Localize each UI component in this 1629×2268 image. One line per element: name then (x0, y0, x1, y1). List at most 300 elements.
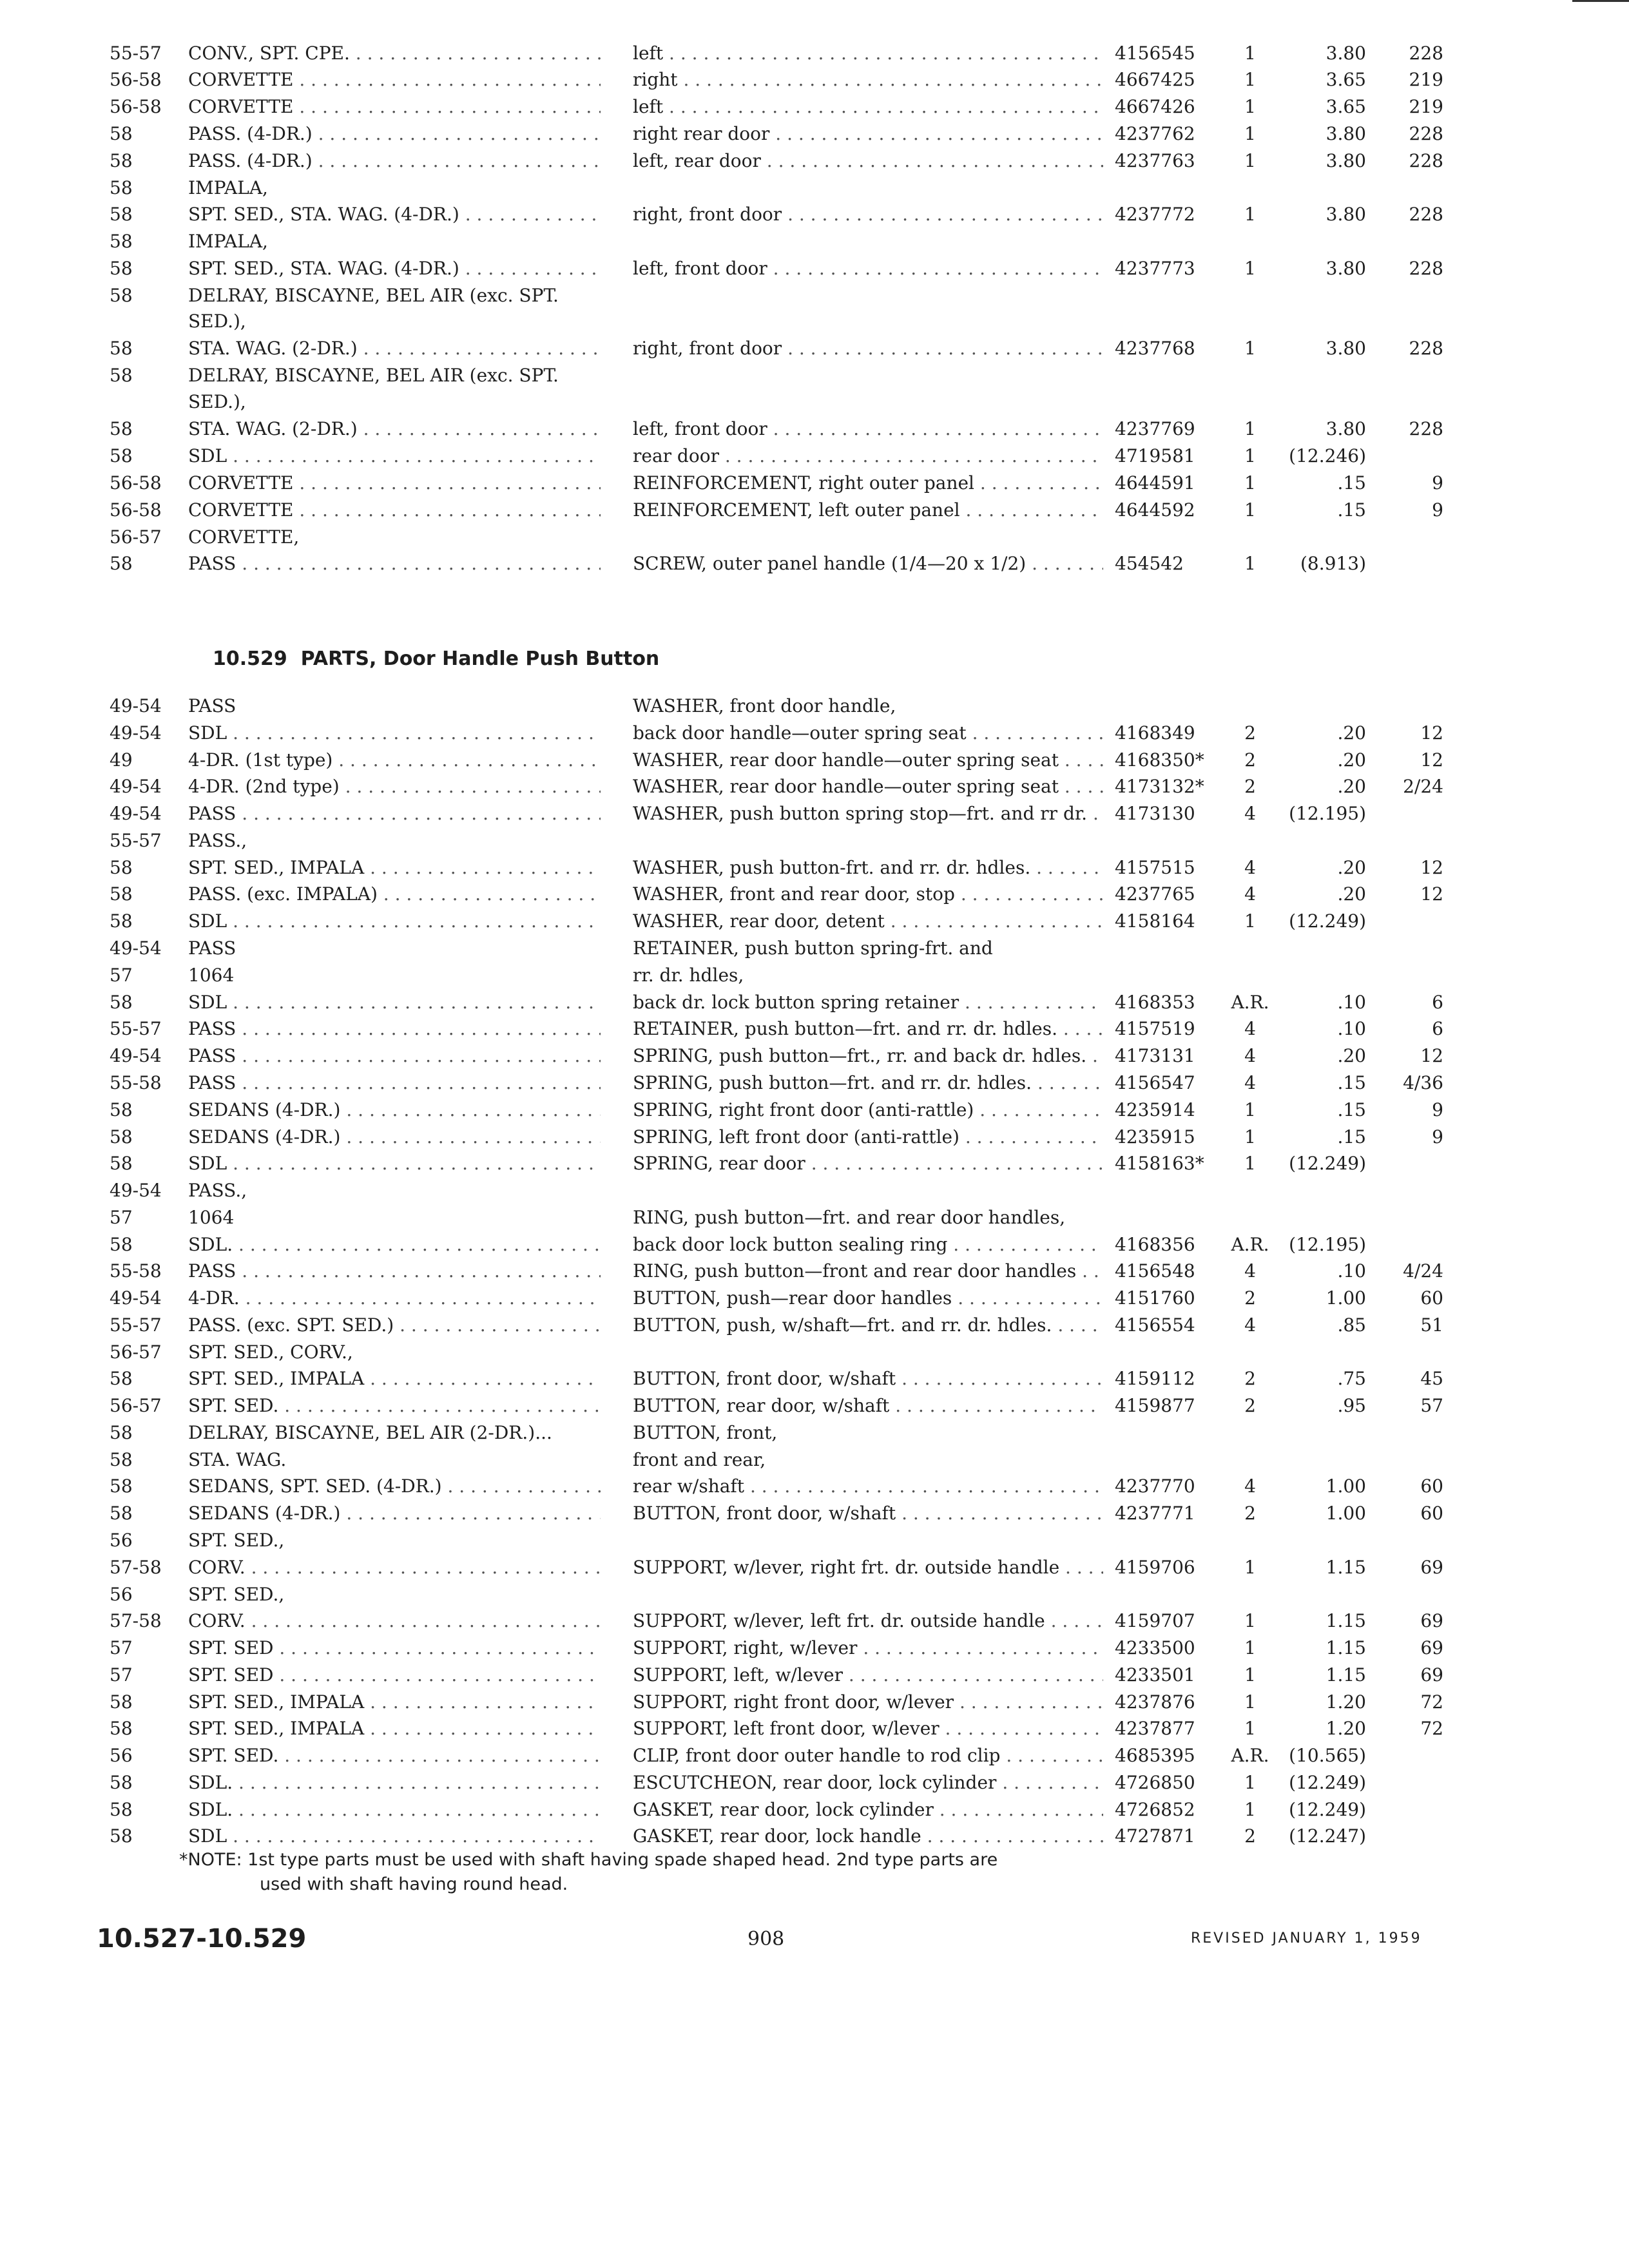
description-cell: left . . . (633, 42, 1103, 65)
part-number-cell: 4151760 (1115, 1287, 1195, 1309)
price-cell: 3.80 (1325, 43, 1366, 64)
price-cell: .95 (1337, 1395, 1366, 1416)
part-number-cell: 4237772 (1115, 204, 1195, 225)
model-cell: SDL. . . . (188, 1798, 601, 1821)
table-row (0, 1072, 1629, 1102)
quantity-cell: A.R. (1231, 1745, 1269, 1766)
description-cell: RETAINER, push button—frt. and rr. dr. hdles. . . . (633, 1017, 1103, 1041)
quantity-cell: 1 (1244, 418, 1256, 439)
model-cell: SDL . . . (188, 445, 601, 468)
description-cell: left, front door . . . (633, 257, 1103, 280)
model-cell: PASS., (188, 830, 247, 851)
price-cell: 1.20 (1325, 1718, 1366, 1739)
group-cell: 12 (1420, 1045, 1443, 1066)
description-cell: WASHER, push button-frt. and rr. dr. hdles. . . . (633, 856, 1103, 879)
year-cell: 56-57 (110, 1341, 162, 1363)
quantity-cell: 1 (1244, 445, 1256, 466)
price-cell: 1.00 (1325, 1287, 1366, 1309)
price-cell: 1.00 (1325, 1475, 1366, 1497)
year-cell: 55-57 (110, 830, 162, 851)
year-cell: 56-57 (110, 526, 162, 548)
group-cell: 9 (1432, 1126, 1443, 1148)
model-cell: SEDANS (4-DR.) . . . (188, 1099, 601, 1122)
group-cell: 60 (1420, 1475, 1443, 1497)
table-row (0, 722, 1629, 753)
description-cell: rear door . . . (633, 445, 1103, 468)
model-cell: 1064 (188, 965, 235, 986)
model-cell: SDL . . . (188, 1152, 601, 1175)
year-cell: 49-54 (110, 1287, 162, 1309)
part-number-cell: 4237877 (1115, 1718, 1195, 1739)
group-cell: 12 (1420, 722, 1443, 744)
group-cell: 228 (1409, 418, 1443, 439)
model-cell: SPT. SED., STA. WAG. (4-DR.) . . . (188, 257, 601, 280)
model-cell: SDL . . . (188, 1825, 601, 1848)
group-cell: 12 (1420, 883, 1443, 905)
group-cell: 12 (1420, 857, 1443, 878)
group-cell: 219 (1409, 69, 1443, 90)
group-cell: 4/36 (1403, 1072, 1443, 1093)
year-cell: 58 (110, 1718, 133, 1739)
model-cell: SPT. SED., STA. WAG. (4-DR.) . . . (188, 203, 601, 226)
model-cell: SEDANS, SPT. SED. (4-DR.) . . . (188, 1475, 601, 1498)
quantity-cell: 1 (1244, 499, 1256, 521)
description-cell: WASHER, push button spring stop—frt. and rr dr. . . . (633, 802, 1103, 825)
price-cell: .20 (1337, 722, 1366, 744)
description-cell: SPRING, rear door . . . (633, 1152, 1103, 1175)
table-row (0, 937, 1629, 968)
part-number-cell: 4159706 (1115, 1557, 1195, 1578)
year-cell: 58 (110, 445, 133, 466)
part-number-cell: 4173132* (1115, 776, 1204, 797)
group-cell: 228 (1409, 150, 1443, 171)
model-cell: SED.), (188, 311, 246, 332)
quantity-cell: 1 (1244, 1772, 1256, 1793)
group-cell: 60 (1420, 1503, 1443, 1524)
price-cell: (12.249) (1289, 1799, 1366, 1820)
group-cell: 6 (1432, 992, 1443, 1013)
year-cell: 56 (110, 1745, 133, 1766)
description-cell: back door lock button sealing ring . . . (633, 1233, 1103, 1256)
group-cell: 51 (1420, 1314, 1443, 1336)
quantity-cell: 1 (1244, 150, 1256, 171)
table-row (0, 122, 1629, 153)
model-cell: DELRAY, BISCAYNE, BEL AIR (exc. SPT. (188, 365, 559, 386)
quantity-cell: 2 (1244, 722, 1256, 744)
price-cell: (10.565) (1289, 1745, 1366, 1766)
quantity-cell: 1 (1244, 1610, 1256, 1631)
price-cell: 3.80 (1325, 123, 1366, 144)
quantity-cell: 4 (1244, 1314, 1256, 1336)
group-cell: 219 (1409, 96, 1443, 117)
table-row (0, 775, 1629, 806)
model-cell: CORV. . . . (188, 1556, 601, 1579)
table-row (0, 1637, 1629, 1667)
part-number-cell: 4156547 (1115, 1072, 1195, 1093)
model-cell: PASS. (4-DR.) . . . (188, 149, 601, 173)
group-cell: 12 (1420, 749, 1443, 771)
description-cell: SCREW, outer panel handle (1/4—20 x 1/2) . . . (633, 552, 1103, 575)
table-row (0, 68, 1629, 99)
table-row (0, 230, 1629, 261)
model-cell: CORVETTE . . . (188, 95, 601, 119)
top-edge-rule (1572, 0, 1629, 2)
group-cell: 4/24 (1403, 1260, 1443, 1282)
year-cell: 58 (110, 177, 133, 198)
year-cell: 57 (110, 1637, 133, 1658)
group-cell: 228 (1409, 204, 1443, 225)
description-cell: SPRING, right front door (anti-rattle) . . . (633, 1099, 1103, 1122)
price-cell: (8.913) (1300, 553, 1366, 574)
description-cell: back door handle—outer spring seat . . . (633, 722, 1103, 745)
description-cell: left, rear door . . . (633, 149, 1103, 173)
model-cell: STA. WAG. (2-DR.) . . . (188, 418, 601, 441)
price-cell: 3.65 (1325, 96, 1366, 117)
year-cell: 55-57 (110, 1314, 162, 1336)
description-cell: REINFORCEMENT, left outer panel . . . (633, 499, 1103, 522)
year-cell: 58 (110, 992, 133, 1013)
table-row (0, 1179, 1629, 1210)
price-cell: 3.80 (1325, 150, 1366, 171)
price-cell: 1.15 (1325, 1557, 1366, 1578)
group-cell: 228 (1409, 258, 1443, 279)
quantity-cell: 1 (1244, 123, 1256, 144)
price-cell: .15 (1337, 499, 1366, 521)
year-cell: 58 (110, 418, 133, 439)
description-cell: GASKET, rear door, lock handle . . . (633, 1825, 1103, 1848)
quantity-cell: 2 (1244, 749, 1256, 771)
price-cell: 1.20 (1325, 1691, 1366, 1713)
group-cell: 69 (1420, 1610, 1443, 1631)
part-number-cell: 4168349 (1115, 722, 1195, 744)
year-cell: 55-57 (110, 43, 162, 64)
year-cell: 58 (110, 1234, 133, 1255)
part-number-cell: 4237763 (1115, 150, 1195, 171)
table-row (0, 695, 1629, 726)
table-row (0, 829, 1629, 860)
model-cell: CONV., SPT. CPE. . . . (188, 42, 601, 65)
table-row (0, 1314, 1629, 1345)
year-cell: 56-58 (110, 499, 162, 521)
year-cell: 58 (110, 1475, 133, 1497)
description-cell: RING, push button—front and rear door handles . . . (633, 1260, 1103, 1283)
footer-revised-date: REVISED JANUARY 1, 1959 (1191, 1930, 1422, 1946)
part-number-cell: 4157519 (1115, 1018, 1195, 1039)
part-number-cell: 4719581 (1115, 445, 1195, 466)
year-cell: 49-54 (110, 695, 162, 716)
description-cell: RING, push button—frt. and rear door handles, (633, 1207, 1066, 1228)
quantity-cell: 1 (1244, 1153, 1256, 1174)
model-cell: STA. WAG. (188, 1449, 287, 1470)
table-row (0, 95, 1629, 126)
year-cell: 57-58 (110, 1557, 162, 1578)
price-cell: .15 (1337, 1126, 1366, 1148)
description-cell: right, front door . . . (633, 203, 1103, 226)
quantity-cell: 1 (1244, 1718, 1256, 1739)
quantity-cell: 2 (1244, 1395, 1256, 1416)
table-row (0, 1475, 1629, 1506)
group-cell: 9 (1432, 1099, 1443, 1120)
year-cell: 58 (110, 883, 133, 905)
table-row (0, 1556, 1629, 1587)
table-row (0, 1394, 1629, 1425)
part-number-cell: 4168353 (1115, 992, 1195, 1013)
price-cell: 1.15 (1325, 1664, 1366, 1686)
model-cell: PASS . . . (188, 1044, 601, 1068)
table-row (0, 1287, 1629, 1318)
year-cell: 58 (110, 231, 133, 252)
model-cell: SPT. SED. . . . (188, 1744, 601, 1767)
description-cell: SUPPORT, w/lever, left frt. dr. outside handle . . . (633, 1610, 1103, 1633)
group-cell: 72 (1420, 1718, 1443, 1739)
footnote-line-2: used with shaft having round head. (260, 1874, 568, 1894)
price-cell: .20 (1337, 883, 1366, 905)
table-row (0, 337, 1629, 368)
year-cell: 58 (110, 1422, 133, 1443)
description-cell: CLIP, front door outer handle to rod clip . . . (633, 1744, 1103, 1767)
quantity-cell: 1 (1244, 204, 1256, 225)
part-number-cell: 4156545 (1115, 43, 1195, 64)
model-cell: DELRAY, BISCAYNE, BEL AIR (exc. SPT. (188, 285, 559, 306)
quantity-cell: 1 (1244, 472, 1256, 494)
description-cell: rr. dr. hdles, (633, 965, 744, 986)
table-row (0, 1502, 1629, 1533)
year-cell: 58 (110, 1153, 133, 1174)
table-row (0, 1664, 1629, 1695)
description-cell: SUPPORT, right, w/lever . . . (633, 1637, 1103, 1660)
price-cell: .10 (1337, 992, 1366, 1013)
group-cell: 45 (1420, 1368, 1443, 1389)
price-cell: 3.65 (1325, 69, 1366, 90)
description-cell: BUTTON, front door, w/shaft . . . (633, 1502, 1103, 1525)
part-number-cell: 4727871 (1115, 1825, 1195, 1847)
year-cell: 58 (110, 204, 133, 225)
price-cell: .85 (1337, 1314, 1366, 1336)
group-cell: 228 (1409, 123, 1443, 144)
quantity-cell: 1 (1244, 1691, 1256, 1713)
part-number-cell: 454542 (1115, 553, 1184, 574)
price-cell: (12.249) (1289, 910, 1366, 932)
model-cell: SDL . . . (188, 991, 601, 1014)
group-cell: 9 (1432, 499, 1443, 521)
quantity-cell: 2 (1244, 1287, 1256, 1309)
description-cell: GASKET, rear door, lock cylinder . . . (633, 1798, 1103, 1821)
part-number-cell: 4644592 (1115, 499, 1195, 521)
group-cell: 9 (1432, 472, 1443, 494)
year-cell: 58 (110, 365, 133, 386)
part-number-cell: 4667426 (1115, 96, 1195, 117)
year-cell: 49-54 (110, 722, 162, 744)
part-number-cell: 4237876 (1115, 1691, 1195, 1713)
part-number-cell: 4168350* (1115, 749, 1204, 771)
group-cell: 60 (1420, 1287, 1443, 1309)
model-cell: CORVETTE . . . (188, 472, 601, 495)
description-cell: back dr. lock button spring retainer . . . (633, 991, 1103, 1014)
model-cell: CORV. . . . (188, 1610, 601, 1633)
part-number-cell: 4235915 (1115, 1126, 1195, 1148)
description-cell: WASHER, rear door handle—outer spring seat . . . (633, 775, 1103, 798)
price-cell: (12.249) (1289, 1153, 1366, 1174)
table-row (0, 883, 1629, 914)
table-row (0, 418, 1629, 448)
model-cell: SEDANS (4-DR.) . . . (188, 1502, 601, 1525)
quantity-cell: 4 (1244, 1072, 1256, 1093)
model-cell: CORVETTE . . . (188, 68, 601, 91)
year-cell: 49-54 (110, 803, 162, 824)
price-cell: (12.247) (1289, 1825, 1366, 1847)
part-number-cell: 4237771 (1115, 1503, 1195, 1524)
table-row (0, 1610, 1629, 1640)
description-cell: left . . . (633, 95, 1103, 119)
price-cell: .20 (1337, 776, 1366, 797)
model-cell: IMPALA, (188, 231, 268, 252)
quantity-cell: 4 (1244, 1045, 1256, 1066)
description-cell: front and rear, (633, 1449, 766, 1470)
description-cell: SPRING, push button—frt. and rr. dr. hdles. . . . (633, 1072, 1103, 1095)
quantity-cell: 1 (1244, 96, 1256, 117)
description-cell: WASHER, rear door, detent . . . (633, 910, 1103, 933)
year-cell: 57 (110, 1207, 133, 1228)
description-cell: SUPPORT, right front door, w/lever . . . (633, 1691, 1103, 1714)
description-cell: SPRING, push button—frt., rr. and back dr. hdles. . . . (633, 1044, 1103, 1068)
part-number-cell: 4685395 (1115, 1745, 1195, 1766)
table-row (0, 1152, 1629, 1183)
model-cell: PASS . . . (188, 1260, 601, 1283)
model-cell: PASS. (exc. IMPALA) . . . (188, 883, 601, 906)
model-cell: PASS. (exc. SPT. SED.) . . . (188, 1314, 601, 1337)
footer-section-range: 10.527-10.529 (97, 1924, 307, 1954)
price-cell: 1.00 (1325, 1503, 1366, 1524)
model-cell: 4-DR. . . . (188, 1287, 601, 1310)
group-cell: 228 (1409, 43, 1443, 64)
part-number-cell: 4644591 (1115, 472, 1195, 494)
year-cell: 55-57 (110, 1018, 162, 1039)
model-cell: STA. WAG. (2-DR.) . . . (188, 337, 601, 360)
table-row (0, 910, 1629, 941)
table-row (0, 1367, 1629, 1398)
description-cell: BUTTON, front, (633, 1422, 778, 1443)
year-cell: 58 (110, 1099, 133, 1120)
table-row (0, 390, 1629, 421)
quantity-cell: 2 (1244, 1503, 1256, 1524)
model-cell: SPT. SED., (188, 1584, 285, 1605)
footer-page-number: 908 (747, 1928, 785, 1950)
description-cell: BUTTON, push, w/shaft—frt. and rr. dr. hdles. . . . (633, 1314, 1103, 1337)
quantity-cell: 2 (1244, 1825, 1256, 1847)
table-row (0, 1206, 1629, 1237)
table-row (0, 1771, 1629, 1802)
year-cell: 58 (110, 338, 133, 359)
quantity-cell: 1 (1244, 1557, 1256, 1578)
year-cell: 57 (110, 965, 133, 986)
year-cell: 58 (110, 1503, 133, 1524)
footnote (179, 1848, 1113, 1897)
year-cell: 49-54 (110, 776, 162, 797)
description-cell: WASHER, front door handle, (633, 695, 896, 716)
quantity-cell: 4 (1244, 857, 1256, 878)
part-number-cell: 4157515 (1115, 857, 1195, 878)
description-cell: right rear door . . . (633, 122, 1103, 146)
group-cell: 228 (1409, 338, 1443, 359)
model-cell: 4-DR. (1st type) . . . (188, 749, 601, 772)
part-number-cell: 4726852 (1115, 1799, 1195, 1820)
year-cell: 58 (110, 1799, 133, 1820)
description-cell: SPRING, left front door (anti-rattle) . . . (633, 1126, 1103, 1149)
price-cell: 3.80 (1325, 338, 1366, 359)
quantity-cell: 1 (1244, 1099, 1256, 1120)
part-number-cell: 4156548 (1115, 1260, 1195, 1282)
year-cell: 49-54 (110, 1180, 162, 1201)
description-cell: BUTTON, front door, w/shaft . . . (633, 1367, 1103, 1390)
table-row (0, 1044, 1629, 1075)
part-number-cell: 4159112 (1115, 1368, 1195, 1389)
year-cell: 58 (110, 285, 133, 306)
quantity-cell: A.R. (1231, 1234, 1269, 1255)
table-row (0, 964, 1629, 995)
model-cell: SPT. SED . . . (188, 1637, 601, 1660)
table-row (0, 472, 1629, 503)
year-cell: 56 (110, 1530, 133, 1551)
table-row (0, 802, 1629, 833)
year-cell: 58 (110, 553, 133, 574)
part-number-cell: 4156554 (1115, 1314, 1195, 1336)
quantity-cell: 1 (1244, 338, 1256, 359)
model-cell: 4-DR. (2nd type) . . . (188, 775, 601, 798)
part-number-cell: 4237765 (1115, 883, 1195, 905)
part-number-cell: 4235914 (1115, 1099, 1195, 1120)
part-number-cell: 4159707 (1115, 1610, 1195, 1631)
group-cell: 6 (1432, 1018, 1443, 1039)
description-cell: BUTTON, push—rear door handles . . . (633, 1287, 1103, 1310)
part-number-cell: 4237769 (1115, 418, 1195, 439)
model-cell: SED.), (188, 391, 246, 412)
model-cell: CORVETTE . . . (188, 499, 601, 522)
year-cell: 58 (110, 1126, 133, 1148)
year-cell: 58 (110, 1449, 133, 1470)
table-row (0, 257, 1629, 288)
table-row (0, 203, 1629, 234)
model-cell: PASS . . . (188, 1072, 601, 1095)
table-row (0, 310, 1629, 341)
model-cell: SDL. . . . (188, 1771, 601, 1794)
model-cell: PASS. (4-DR.) . . . (188, 122, 601, 146)
price-cell: 1.15 (1325, 1637, 1366, 1658)
year-cell: 58 (110, 857, 133, 878)
part-number-cell: 4159877 (1115, 1395, 1195, 1416)
group-cell: 69 (1420, 1557, 1443, 1578)
part-number-cell: 4173131 (1115, 1045, 1195, 1066)
model-cell: SPT. SED . . . (188, 1664, 601, 1687)
quantity-cell: 1 (1244, 69, 1256, 90)
year-cell: 56-58 (110, 69, 162, 90)
year-cell: 58 (110, 1825, 133, 1847)
model-cell: SDL . . . (188, 910, 601, 933)
quantity-cell: A.R. (1231, 992, 1269, 1013)
year-cell: 56-58 (110, 96, 162, 117)
price-cell: .75 (1337, 1368, 1366, 1389)
part-number-cell: 4233501 (1115, 1664, 1195, 1686)
table-row (0, 1017, 1629, 1048)
model-cell: PASS . . . (188, 1017, 601, 1041)
model-cell: PASS . . . (188, 802, 601, 825)
quantity-cell: 1 (1244, 1637, 1256, 1658)
description-cell: right, front door . . . (633, 337, 1103, 360)
description-cell: SUPPORT, w/lever, right frt. dr. outside handle . . . (633, 1556, 1103, 1579)
description-cell: ESCUTCHEON, rear door, lock cylinder . . . (633, 1771, 1103, 1794)
table-row (0, 149, 1629, 180)
price-cell: 3.80 (1325, 258, 1366, 279)
price-cell: 1.15 (1325, 1610, 1366, 1631)
